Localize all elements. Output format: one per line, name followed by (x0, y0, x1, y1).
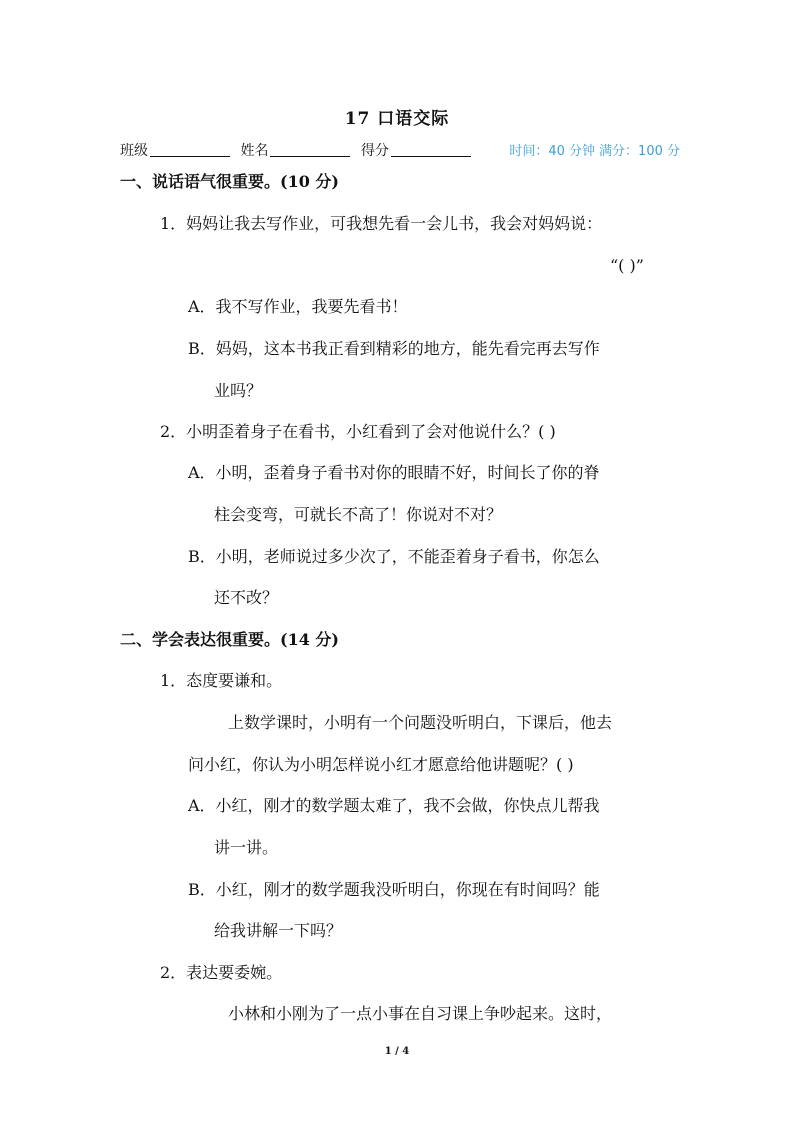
name-blank[interactable] (270, 142, 350, 157)
option-1-2-a-cont: 柱会变弯，可就长不高了！你说对不对？ (214, 505, 503, 524)
option-1-2-a: A．小明，歪着身子看书对你的眼睛不好，时间长了你的脊 (188, 463, 600, 482)
score-label: 得分 (360, 143, 389, 159)
score-blank[interactable] (391, 142, 471, 157)
option-1-1-b: B．妈妈，这本书我正看到精彩的地方，能先看完再去写作 (188, 339, 600, 358)
full-score: 满分：100 分 (599, 144, 680, 159)
section-2-heading: 二、学会表达很重要。(14 分) (120, 630, 339, 649)
name-label: 姓名 (240, 143, 269, 159)
page-title: 17 口语交际 (344, 109, 450, 129)
time-limit: 时间：40 分钟 (509, 144, 596, 159)
option-2-1-b: B．小红，刚才的数学题我没听明白，你现在有时间吗？能 (188, 880, 600, 899)
option-1-1-b-cont: 业吗？ (214, 381, 263, 400)
question-2-2-para: 小林和小刚为了一点小事在自习课上争吵起来。这时， (228, 1004, 613, 1023)
option-1-2-b: B．小明，老师说过多少次了，不能歪着身子看书，你怎么 (188, 547, 600, 566)
option-2-1-b-cont: 给我讲解一下吗？ (214, 921, 343, 940)
section-1-heading: 一、说话语气很重要。(10 分) (120, 172, 339, 191)
question-2-2: 2．表达要委婉。 (160, 963, 283, 982)
question-1-2: 2．小明歪着身子在看书，小红看到了会对他说什么？( ) (160, 422, 556, 441)
exam-meta (505, 140, 680, 159)
option-2-1-a-cont: 讲一讲。 (214, 838, 279, 857)
class-blank[interactable] (150, 142, 230, 157)
page-number: 1 / 4 (384, 1046, 410, 1057)
question-2-1: 1．态度要谦和。 (160, 671, 283, 690)
option-2-1-a: A．小红，刚才的数学题太难了，我不会做，你快点儿帮我 (188, 796, 600, 815)
score-field (361, 140, 471, 160)
student-info-row (120, 140, 680, 160)
option-1-1-a: A．我不写作业，我要先看书！ (188, 297, 408, 316)
question-1-1: 1．妈妈让我去写作业，可我想先看一会儿书，我会对妈妈说： (160, 214, 603, 233)
answer-blank-1-1: “( )” (610, 256, 644, 275)
question-2-1-para-cont: 问小红，你认为小明怎样说小红才愿意给他讲题呢？( ) (188, 755, 574, 774)
name-field (240, 140, 350, 160)
class-label: 班级 (120, 143, 148, 159)
class-field (120, 140, 230, 160)
option-1-2-b-cont: 还不改？ (214, 588, 279, 607)
question-2-1-para: 上数学课时，小明有一个问题没听明白，下课后，他去 (228, 713, 613, 732)
